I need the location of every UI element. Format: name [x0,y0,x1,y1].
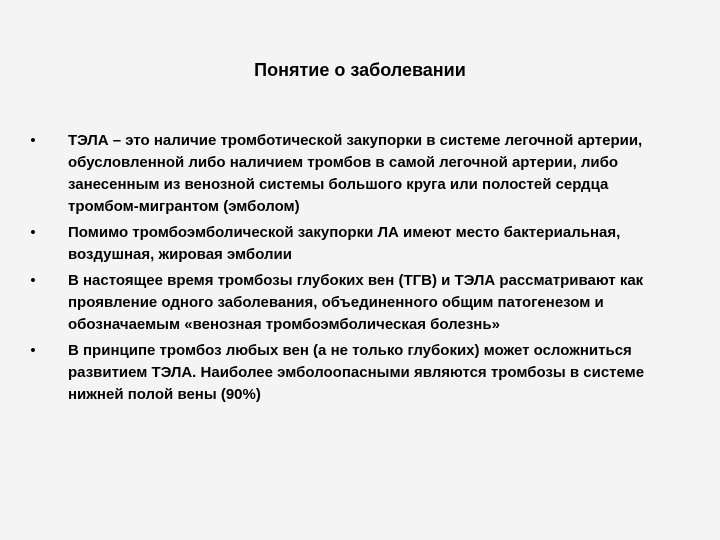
bullet-item [30,270,680,336]
bullet-item [30,130,680,218]
bullet-marker: • [30,132,36,149]
bullet-text: В настоящее время тромбозы глубоких вен (ТГВ) и ТЭЛА рассматривают как проявление одного заболевания, объединенного общим патогенезом и обозначаемым «венозная тромбоэмболическая болезнь» [68,272,644,333]
bullet-marker: • [30,272,36,289]
bullet-text: Помимо тромбоэмболической закупорки ЛА имеют место бактериальная, воздушная, жировая эмболии [68,224,621,263]
bullet-text: ТЭЛА – это наличие тромботической закупорки в системе легочной артерии, обусловленной либо наличием тромбов в самой легочной артерии, либо занесенным из венозной системы большого круга или полостей сердца тромбом-мигрантом (эмболом) [68,132,643,215]
bullet-item [30,222,680,266]
bullet-item [30,340,680,406]
bullet-marker: • [30,224,36,241]
slide-title: Понятие о заболевании [254,60,466,80]
bullet-marker: • [30,342,36,359]
bullet-text: В принципе тромбоз любых вен (а не только глубоких) может осложниться развитием ТЭЛА. Наиболее эмболоопасными являются тромбозы в системе нижней полой вены (90%) [68,342,645,403]
bullet-list [30,130,680,410]
